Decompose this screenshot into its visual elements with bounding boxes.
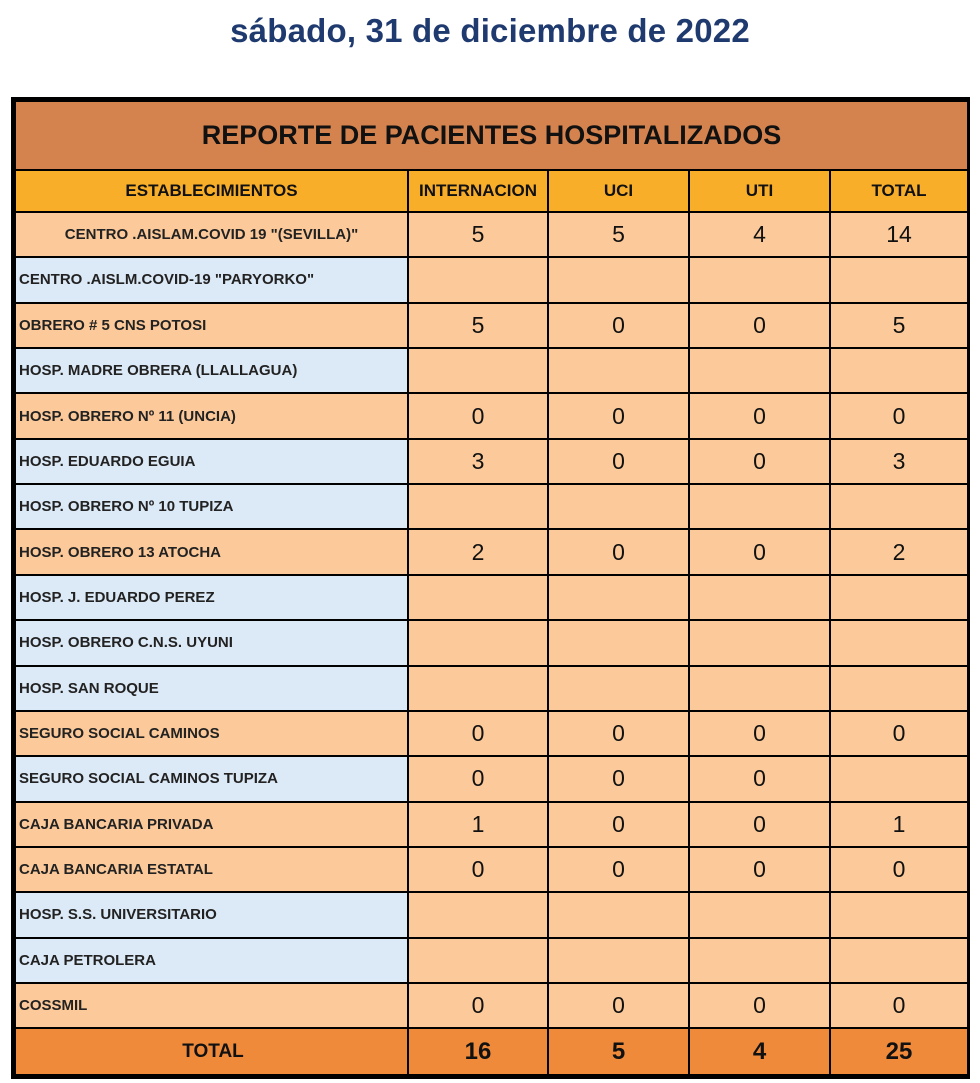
- establishment-name: CENTRO .AISLM.COVID-19 "PARYORKO": [15, 257, 408, 302]
- table-row: [15, 529, 968, 574]
- uci-cell: 0: [548, 756, 689, 801]
- uti-cell: 4: [689, 212, 830, 257]
- report-date: sábado, 31 de diciembre de 2022: [230, 12, 750, 49]
- establishment-name: HOSP. OBRERO Nº 10 TUPIZA: [15, 484, 408, 529]
- total-internacion: 16: [408, 1028, 548, 1075]
- table-row: [15, 711, 968, 756]
- table-row: [15, 257, 968, 302]
- uci-cell: [548, 666, 689, 711]
- internacion-cell: [408, 620, 548, 665]
- table-row: [15, 666, 968, 711]
- table-row: [15, 393, 968, 438]
- uti-cell: 0: [689, 393, 830, 438]
- internacion-cell: 0: [408, 847, 548, 892]
- uci-cell: [548, 892, 689, 937]
- internacion-cell: 3: [408, 439, 548, 484]
- uti-cell: [689, 257, 830, 302]
- total-cell: 0: [830, 983, 968, 1028]
- total-cell: 1: [830, 802, 968, 847]
- establishment-name: CENTRO .AISLAM.COVID 19 "(SEVILLA)": [15, 212, 408, 257]
- uci-cell: [548, 257, 689, 302]
- establishment-name: COSSMIL: [15, 983, 408, 1028]
- table-row: [15, 212, 968, 257]
- establishment-name: CAJA BANCARIA ESTATAL: [15, 847, 408, 892]
- uci-cell: 5: [548, 212, 689, 257]
- table-row: [15, 983, 968, 1028]
- uci-cell: [548, 938, 689, 983]
- uci-cell: 0: [548, 983, 689, 1028]
- uci-cell: 0: [548, 303, 689, 348]
- internacion-cell: 5: [408, 212, 548, 257]
- total-cell: [830, 257, 968, 302]
- table-row: [15, 756, 968, 801]
- header-total: TOTAL: [830, 170, 968, 212]
- internacion-cell: [408, 348, 548, 393]
- uci-cell: 0: [548, 711, 689, 756]
- table-row: [15, 892, 968, 937]
- total-cell: [830, 666, 968, 711]
- totals-row: [15, 1028, 968, 1075]
- uci-cell: 0: [548, 529, 689, 574]
- uti-cell: [689, 575, 830, 620]
- uti-cell: [689, 348, 830, 393]
- totals-label: TOTAL: [15, 1028, 408, 1075]
- internacion-cell: [408, 484, 548, 529]
- uti-cell: [689, 892, 830, 937]
- internacion-cell: [408, 938, 548, 983]
- table-title-row: [15, 101, 968, 170]
- table-row: [15, 575, 968, 620]
- total-cell: 0: [830, 847, 968, 892]
- table-row: [15, 938, 968, 983]
- total-cell: [830, 892, 968, 937]
- total-cell: 0: [830, 393, 968, 438]
- uti-cell: [689, 484, 830, 529]
- uci-cell: [548, 620, 689, 665]
- uti-cell: 0: [689, 756, 830, 801]
- table-title: REPORTE DE PACIENTES HOSPITALIZADOS: [15, 101, 968, 170]
- uti-cell: 0: [689, 847, 830, 892]
- total-cell: 5: [830, 303, 968, 348]
- uci-cell: [548, 575, 689, 620]
- total-cell: 3: [830, 439, 968, 484]
- uci-cell: 0: [548, 802, 689, 847]
- internacion-cell: [408, 892, 548, 937]
- total-cell: [830, 938, 968, 983]
- internacion-cell: 0: [408, 983, 548, 1028]
- total-uci: 5: [548, 1028, 689, 1075]
- total-cell: 14: [830, 212, 968, 257]
- header-uci: UCI: [548, 170, 689, 212]
- internacion-cell: 2: [408, 529, 548, 574]
- uci-cell: 0: [548, 847, 689, 892]
- uti-cell: 0: [689, 711, 830, 756]
- establishment-name: HOSP. OBRERO Nº 11 (UNCIA): [15, 393, 408, 438]
- table-row: [15, 303, 968, 348]
- internacion-cell: 0: [408, 711, 548, 756]
- table-row: [15, 439, 968, 484]
- total-uti: 4: [689, 1028, 830, 1075]
- uti-cell: 0: [689, 983, 830, 1028]
- uti-cell: [689, 666, 830, 711]
- table-header-row: [15, 170, 968, 212]
- uci-cell: [548, 348, 689, 393]
- internacion-cell: 0: [408, 393, 548, 438]
- report-table-container: [11, 97, 970, 1079]
- header-uti: UTI: [689, 170, 830, 212]
- header-internacion: INTERNACION: [408, 170, 548, 212]
- establishment-name: CAJA BANCARIA PRIVADA: [15, 802, 408, 847]
- total-total: 25: [830, 1028, 968, 1075]
- uti-cell: 0: [689, 529, 830, 574]
- header-establecimientos: ESTABLECIMIENTOS: [15, 170, 408, 212]
- report-table: [14, 100, 969, 1076]
- uti-cell: 0: [689, 439, 830, 484]
- internacion-cell: 1: [408, 802, 548, 847]
- total-cell: [830, 620, 968, 665]
- uti-cell: 0: [689, 802, 830, 847]
- uti-cell: [689, 938, 830, 983]
- establishment-name: SEGURO SOCIAL CAMINOS: [15, 711, 408, 756]
- uci-cell: 0: [548, 439, 689, 484]
- table-row: [15, 348, 968, 393]
- internacion-cell: [408, 666, 548, 711]
- establishment-name: HOSP. EDUARDO EGUIA: [15, 439, 408, 484]
- establishment-name: HOSP. J. EDUARDO PEREZ: [15, 575, 408, 620]
- total-cell: [830, 756, 968, 801]
- table-row: [15, 484, 968, 529]
- internacion-cell: 0: [408, 756, 548, 801]
- establishment-name: OBRERO # 5 CNS POTOSI: [15, 303, 408, 348]
- internacion-cell: [408, 257, 548, 302]
- establishment-name: CAJA PETROLERA: [15, 938, 408, 983]
- establishment-name: SEGURO SOCIAL CAMINOS TUPIZA: [15, 756, 408, 801]
- total-cell: [830, 348, 968, 393]
- total-cell: 2: [830, 529, 968, 574]
- establishment-name: HOSP. MADRE OBRERA (LLALLAGUA): [15, 348, 408, 393]
- table-row: [15, 802, 968, 847]
- establishment-name: HOSP. OBRERO 13 ATOCHA: [15, 529, 408, 574]
- establishment-name: HOSP. OBRERO C.N.S. UYUNI: [15, 620, 408, 665]
- uci-cell: 0: [548, 393, 689, 438]
- establishment-name: HOSP. S.S. UNIVERSITARIO: [15, 892, 408, 937]
- uti-cell: 0: [689, 303, 830, 348]
- total-cell: [830, 575, 968, 620]
- total-cell: [830, 484, 968, 529]
- table-row: [15, 620, 968, 665]
- uci-cell: [548, 484, 689, 529]
- establishment-name: HOSP. SAN ROQUE: [15, 666, 408, 711]
- uti-cell: [689, 620, 830, 665]
- internacion-cell: [408, 575, 548, 620]
- total-cell: 0: [830, 711, 968, 756]
- table-row: [15, 847, 968, 892]
- internacion-cell: 5: [408, 303, 548, 348]
